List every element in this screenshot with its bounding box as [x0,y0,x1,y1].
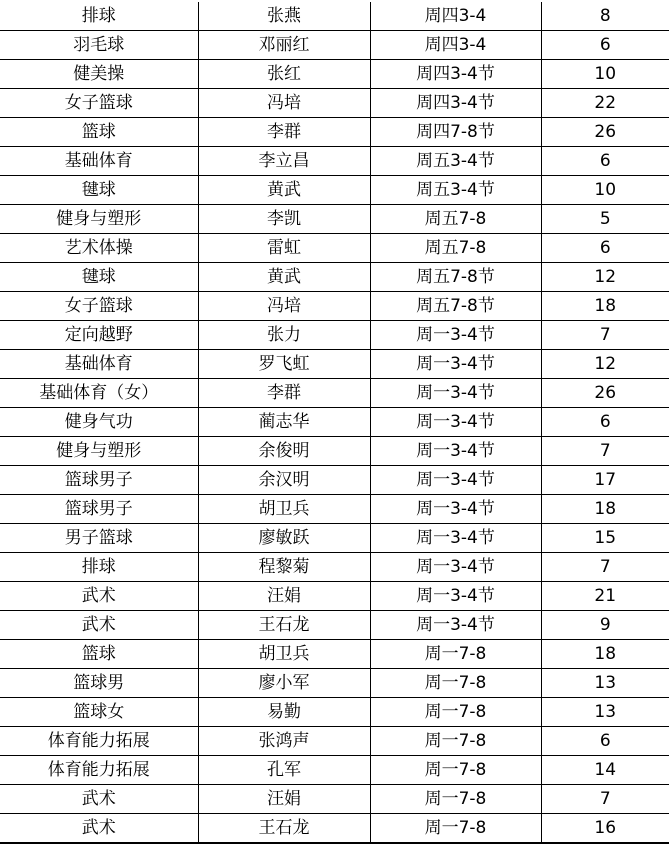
table-row [0,582,669,611]
teacher-cell[interactable]: 蔺志华 [198,408,370,437]
count-cell[interactable]: 18 [541,495,669,524]
course-cell[interactable]: 基础体育 [0,350,198,379]
time-cell[interactable]: 周五7-8 [370,205,541,234]
table-row [0,553,669,582]
course-cell[interactable]: 毽球 [0,263,198,292]
teacher-cell[interactable]: 李立昌 [198,147,370,176]
table-row [0,698,669,727]
table-row [0,89,669,118]
time-cell[interactable]: 周四3-4 [370,31,541,60]
count-cell[interactable]: 18 [541,640,669,669]
time-cell[interactable]: 周四7-8节 [370,118,541,147]
count-cell[interactable]: 18 [541,292,669,321]
time-cell[interactable]: 周一7-8 [370,785,541,814]
table-row [0,756,669,785]
course-cell[interactable]: 篮球女 [0,698,198,727]
time-cell[interactable]: 周一3-4节 [370,350,541,379]
time-cell[interactable]: 周一3-4节 [370,408,541,437]
table-row [0,176,669,205]
table-row [0,205,669,234]
time-cell[interactable]: 周一7-8 [370,756,541,785]
course-cell[interactable]: 基础体育（女） [0,379,198,408]
table-row [0,611,669,640]
count-cell[interactable]: 12 [541,350,669,379]
table-row [0,147,669,176]
teacher-cell[interactable]: 李群 [198,118,370,147]
count-cell[interactable]: 6 [541,31,669,60]
count-cell[interactable]: 6 [541,408,669,437]
course-cell[interactable]: 排球 [0,2,198,31]
course-cell[interactable]: 篮球男子 [0,495,198,524]
course-cell[interactable]: 篮球 [0,640,198,669]
time-cell[interactable]: 周五7-8 [370,234,541,263]
teacher-cell[interactable]: 易勤 [198,698,370,727]
count-cell[interactable]: 22 [541,89,669,118]
teacher-cell[interactable]: 程黎菊 [198,553,370,582]
teacher-cell[interactable]: 汪娟 [198,582,370,611]
table-row [0,785,669,814]
teacher-cell[interactable]: 罗飞虹 [198,350,370,379]
teacher-cell[interactable]: 雷虹 [198,234,370,263]
course-cell[interactable]: 武术 [0,582,198,611]
time-cell[interactable]: 周一7-8 [370,698,541,727]
table-row [0,118,669,147]
table-row [0,814,669,844]
course-cell[interactable]: 体育能力拓展 [0,756,198,785]
course-cell[interactable]: 女子篮球 [0,89,198,118]
course-table-body [0,2,669,843]
time-cell[interactable]: 周一3-4节 [370,582,541,611]
course-cell[interactable]: 健身与塑形 [0,205,198,234]
course-cell[interactable]: 定向越野 [0,321,198,350]
count-cell[interactable]: 26 [541,379,669,408]
course-cell[interactable]: 羽毛球 [0,31,198,60]
teacher-cell[interactable]: 胡卫兵 [198,640,370,669]
count-cell[interactable]: 6 [541,234,669,263]
time-cell[interactable]: 周五7-8节 [370,263,541,292]
count-cell[interactable]: 7 [541,785,669,814]
course-cell[interactable]: 毽球 [0,176,198,205]
teacher-cell[interactable]: 汪娟 [198,785,370,814]
count-cell[interactable]: 13 [541,698,669,727]
table-row [0,2,669,31]
time-cell[interactable]: 周五3-4节 [370,176,541,205]
time-cell[interactable]: 周一7-8 [370,669,541,698]
teacher-cell[interactable]: 余俊明 [198,437,370,466]
time-cell[interactable]: 周一3-4节 [370,321,541,350]
course-cell[interactable]: 男子篮球 [0,524,198,553]
course-cell[interactable]: 健美操 [0,60,198,89]
count-cell[interactable]: 5 [541,205,669,234]
course-cell[interactable]: 健身与塑形 [0,437,198,466]
teacher-cell[interactable]: 李群 [198,379,370,408]
teacher-cell[interactable]: 邓丽红 [198,31,370,60]
time-cell[interactable]: 周一3-4节 [370,524,541,553]
teacher-cell[interactable]: 王石龙 [198,814,370,844]
course-cell[interactable]: 篮球男子 [0,466,198,495]
table-row [0,466,669,495]
table-row [0,669,669,698]
table-row [0,292,669,321]
time-cell[interactable]: 周一7-8 [370,814,541,844]
course-cell[interactable]: 武术 [0,814,198,844]
teacher-cell[interactable]: 廖小军 [198,669,370,698]
teacher-cell[interactable]: 冯培 [198,89,370,118]
count-cell[interactable]: 12 [541,263,669,292]
teacher-cell[interactable]: 冯培 [198,292,370,321]
count-cell[interactable]: 7 [541,321,669,350]
time-cell[interactable]: 周一3-4节 [370,553,541,582]
course-cell[interactable]: 篮球 [0,118,198,147]
count-cell[interactable]: 16 [541,814,669,844]
table-row [0,234,669,263]
teacher-cell[interactable]: 王石龙 [198,611,370,640]
table-row [0,31,669,60]
time-cell[interactable]: 周一3-4节 [370,379,541,408]
time-cell[interactable]: 周五7-8节 [370,292,541,321]
course-cell[interactable]: 体育能力拓展 [0,727,198,756]
teacher-cell[interactable]: 张力 [198,321,370,350]
teacher-cell[interactable]: 孔军 [198,756,370,785]
course-cell[interactable]: 女子篮球 [0,292,198,321]
time-cell[interactable]: 周一7-8 [370,727,541,756]
count-cell[interactable]: 7 [541,437,669,466]
time-cell[interactable]: 周四3-4 [370,2,541,31]
count-cell[interactable]: 9 [541,611,669,640]
table-row [0,60,669,89]
teacher-cell[interactable]: 黄武 [198,176,370,205]
count-cell[interactable]: 13 [541,669,669,698]
count-cell[interactable]: 26 [541,118,669,147]
time-cell[interactable]: 周一3-4节 [370,437,541,466]
time-cell[interactable]: 周一3-4节 [370,611,541,640]
table-row [0,321,669,350]
teacher-cell[interactable]: 胡卫兵 [198,495,370,524]
teacher-cell[interactable]: 张红 [198,60,370,89]
table-row [0,350,669,379]
count-cell[interactable]: 6 [541,147,669,176]
table-row [0,437,669,466]
count-cell[interactable]: 15 [541,524,669,553]
course-cell[interactable]: 基础体育 [0,147,198,176]
table-row [0,524,669,553]
teacher-cell[interactable]: 李凯 [198,205,370,234]
table-row [0,408,669,437]
course-cell[interactable]: 艺术体操 [0,234,198,263]
count-cell[interactable]: 10 [541,60,669,89]
table-row [0,640,669,669]
time-cell[interactable]: 周四3-4节 [370,60,541,89]
teacher-cell[interactable]: 张燕 [198,2,370,31]
teacher-cell[interactable]: 黄武 [198,263,370,292]
course-cell[interactable]: 武术 [0,785,198,814]
teacher-cell[interactable]: 廖敏跃 [198,524,370,553]
course-table [0,2,669,844]
count-cell[interactable]: 8 [541,2,669,31]
count-cell[interactable]: 6 [541,727,669,756]
course-cell[interactable]: 排球 [0,553,198,582]
count-cell[interactable]: 17 [541,466,669,495]
table-row [0,379,669,408]
count-cell[interactable]: 10 [541,176,669,205]
time-cell[interactable]: 周四3-4节 [370,89,541,118]
time-cell[interactable]: 周一7-8 [370,640,541,669]
table-row [0,263,669,292]
course-cell[interactable]: 健身气功 [0,408,198,437]
count-cell[interactable]: 7 [541,553,669,582]
teacher-cell[interactable]: 张鸿声 [198,727,370,756]
course-cell[interactable]: 武术 [0,611,198,640]
table-row [0,727,669,756]
table-row [0,495,669,524]
time-cell[interactable]: 周一3-4节 [370,495,541,524]
time-cell[interactable]: 周一3-4节 [370,466,541,495]
time-cell[interactable]: 周五3-4节 [370,147,541,176]
count-cell[interactable]: 14 [541,756,669,785]
count-cell[interactable]: 21 [541,582,669,611]
course-cell[interactable]: 篮球男 [0,669,198,698]
teacher-cell[interactable]: 余汉明 [198,466,370,495]
